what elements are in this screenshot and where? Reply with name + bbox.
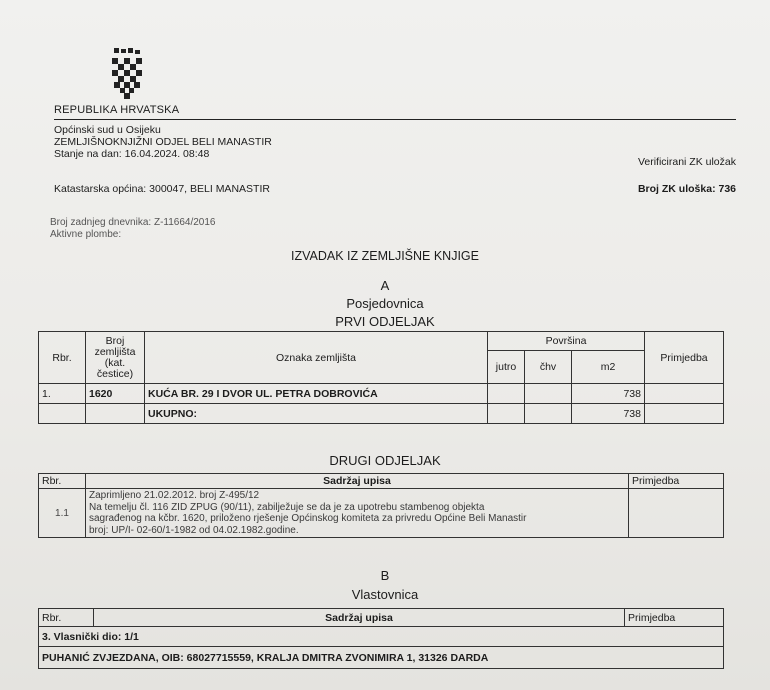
total-m2: 738 (572, 404, 645, 424)
verified-label: Verificirani ZK uložak (637, 156, 736, 168)
col-oznaka: Oznaka zemljišta (145, 332, 488, 384)
entry-line: Na temelju čl. 116 ZID ZPUG (90/11), zabilježuje se da je za upotrebu stambenog objekta (89, 501, 485, 513)
table-row (39, 489, 724, 538)
col-primjedba: Primjedba (645, 332, 724, 384)
entry-line: sagrađenog na kčbr. 1620, priloženo rješenje Općinskog komiteta za privredu Općine Beli Manastir (89, 513, 527, 524)
table-row (39, 627, 724, 647)
department-name: ZEMLJIŠNOKNJIŽNI ODJEL BELI MANASTIR (54, 136, 272, 148)
entry-line: Zaprimljeno 21.02.2012. broj Z-495/12 (89, 490, 260, 501)
cell-chv (525, 384, 572, 404)
cell-broj: 1620 (86, 384, 145, 404)
table-header-row (39, 474, 724, 489)
section-b-letter: B (380, 568, 390, 583)
col-primjedba: Primjedba (629, 474, 724, 489)
col-primjedba: Primjedba (625, 609, 724, 627)
table-header-row (39, 332, 724, 351)
col-rbr: Rbr. (39, 332, 86, 384)
cell-oznaka: KUĆA BR. 29 I DVOR UL. PETRA DOBROVIĆA (145, 384, 488, 404)
col-sadrzaj: Sadržaj upisa (86, 474, 629, 489)
col-rbr: Rbr. (39, 474, 86, 489)
col-broj: Broj zemljišta (kat. čestice) (86, 332, 145, 384)
croatian-coat-of-arms-icon (106, 48, 148, 104)
part1-title: PRVI ODJELJAK (335, 314, 435, 329)
active-seals: Aktivne plombe: (50, 229, 122, 240)
cell-rbr: 1. (39, 384, 86, 404)
table-row (39, 384, 724, 404)
col-povrsina: Površina (488, 332, 645, 351)
col-chv: čhv (525, 351, 572, 384)
header-divider (54, 119, 736, 120)
entry-content (86, 489, 629, 538)
status-date: Stanje na dan: 16.04.2024. 08:48 (54, 148, 210, 160)
ownership-share: 3. Vlasnički dio: 1/1 (39, 627, 724, 647)
col-m2: m2 (572, 351, 645, 384)
col-rbr: Rbr. (39, 609, 94, 627)
cadastral-municipality: Katastarska općina: 300047, BELI MANASTIR (54, 183, 270, 195)
section-a-name: Posjedovnica (346, 296, 424, 311)
col-sadrzaj: Sadržaj upisa (94, 609, 625, 627)
table-row (39, 647, 724, 669)
republic-title: REPUBLIKA HRVATSKA (54, 104, 180, 116)
col-jutro: jutro (488, 351, 525, 384)
cell-primjedba (645, 384, 724, 404)
part2-table (38, 473, 724, 538)
part1-table (38, 331, 724, 424)
total-label: UKUPNO: (145, 404, 488, 424)
court-name: Općinski sud u Osijeku (54, 124, 161, 136)
part2-title: DRUGI ODJELJAK (329, 453, 441, 468)
zk-number: Broj ZK uloška: 736 (637, 183, 736, 195)
table-header-row (39, 609, 724, 627)
entry-line: broj: UP/I- 02-60/1-1982 od 04.02.1982.godine. (89, 524, 299, 536)
ownership-table (38, 608, 724, 669)
owner-details: PUHANIĆ ZVJEZDANA, OIB: 68027715559, KRALJA DMITRA ZVONIMIRA 1, 31326 DARDA (39, 647, 724, 669)
section-b-name: Vlastovnica (351, 587, 419, 602)
cell-jutro (488, 384, 525, 404)
cell-m2: 738 (572, 384, 645, 404)
section-a-letter: A (380, 278, 390, 293)
document-title: IZVADAK IZ ZEMLJIŠNE KNJIGE (291, 249, 479, 263)
entry-rbr: 1.1 (39, 489, 86, 538)
total-row (39, 404, 724, 424)
last-diary-number: Broj zadnjeg dnevnika: Z-11664/2016 (50, 217, 216, 228)
